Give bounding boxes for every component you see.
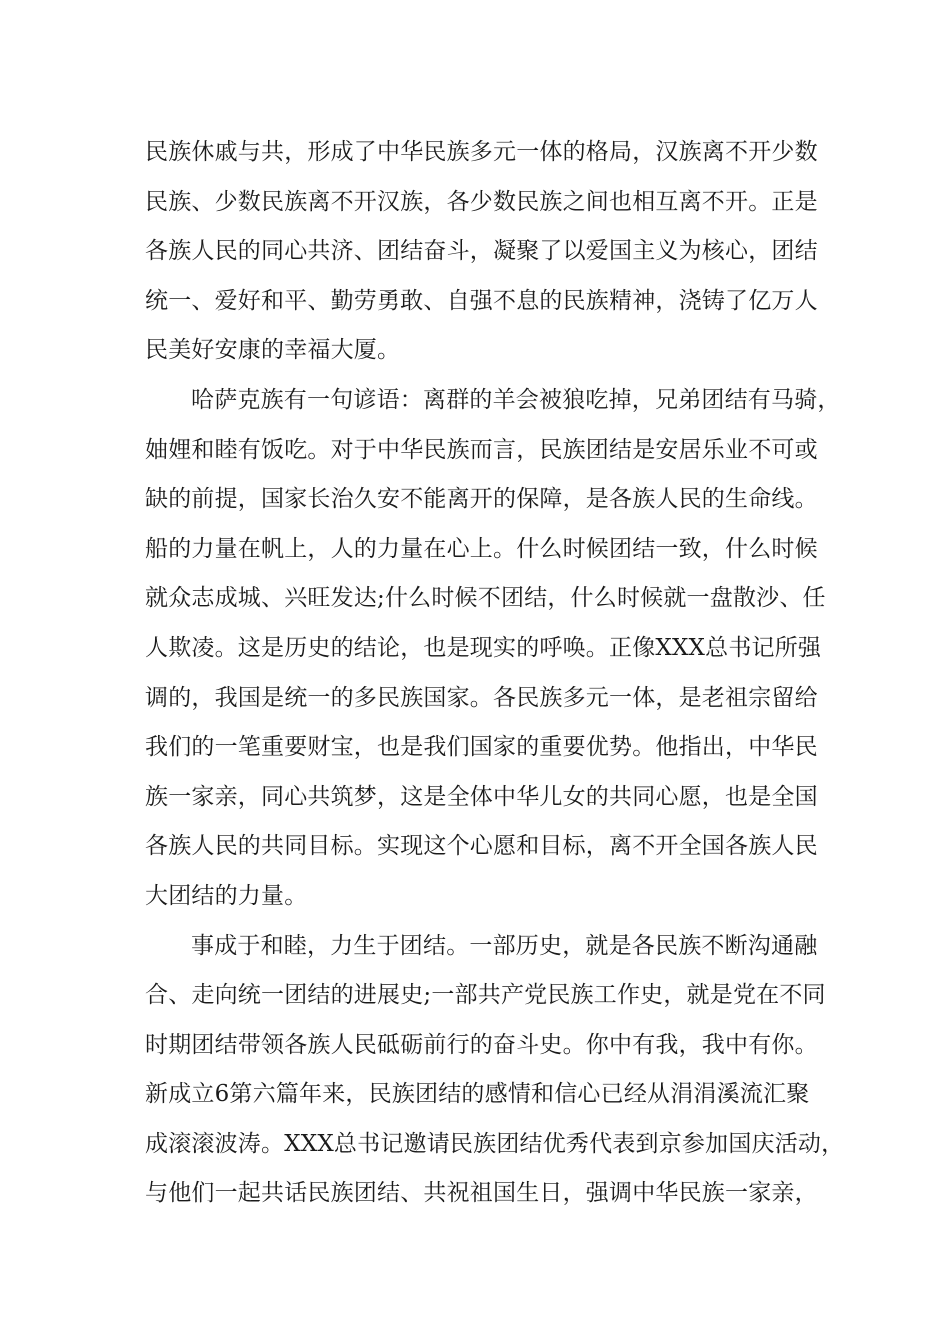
text-line: 妯娌和睦有饭吃。对于中华民族而言，民族团结是安居乐业不可或 xyxy=(145,436,818,463)
text-line: 各族人民的同心共济、团结奋斗，凝聚了以爱国主义为核心，团结 xyxy=(145,238,818,265)
text-line: 与他们一起共话民族团结、共祝祖国生日，强调中华民族一家亲， xyxy=(145,1180,818,1207)
text-line: 船的力量在帆上，人的力量在心上。什么时候团结一致，什么时候 xyxy=(145,535,818,562)
text-line: 各族人民的共同目标。实现这个心愿和目标，离不开全国各族人民 xyxy=(145,833,818,860)
text-line: 合、走向统一团结的进展史;一部共产党民族工作史，就是党在不同 xyxy=(145,982,826,1009)
text-line: 人欺凌。这是历史的结论，也是现实的呼唤。正像XXX总书记所强 xyxy=(145,634,822,661)
text-line: 民族休戚与共，形成了中华民族多元一体的格局，汉族离不开少数 xyxy=(145,139,818,165)
text-line: 民美好安康的幸福大厦。 xyxy=(145,337,401,364)
text-line: 我们的一笔重要财宝，也是我们国家的重要优势。他指出，中华民 xyxy=(145,734,818,761)
text-line: 成滚滚波涛。XXX总书记邀请民族团结优秀代表到京参加国庆活动， xyxy=(145,1130,845,1157)
body-text xyxy=(145,128,845,1219)
text-line: 调的，我国是统一的多民族国家。各民族多元一体，是老祖宗留给 xyxy=(145,684,818,711)
text-line: 事成于和睦，力生于团结。一部历史，就是各民族不断沟通融 xyxy=(191,932,818,959)
text-line: 就众志成城、兴旺发达;什么时候不团结，什么时候就一盘散沙、任 xyxy=(145,585,826,612)
text-line: 缺的前提，国家长治久安不能离开的保障，是各族人民的生命线。 xyxy=(145,486,818,513)
text-line: 民族、少数民族离不开汉族，各少数民族之间也相互离不开。正是 xyxy=(145,188,818,215)
text-line: 族一家亲，同心共筑梦，这是全体中华儿女的共同心愿，也是全国 xyxy=(145,783,818,810)
text-line: 哈萨克族有一句谚语：离群的羊会被狼吃掉，兄弟团结有马骑， xyxy=(191,386,841,413)
text-line: 统一、爱好和平、勤劳勇敢、自强不息的民族精神，浇铸了亿万人 xyxy=(145,287,818,314)
text-line: 新成立6第六篇年来，民族团结的感情和信心已经从涓涓溪流汇聚 xyxy=(145,1081,810,1108)
text-line: 时期团结带领各族人民砥砺前行的奋斗史。你中有我，我中有你。 xyxy=(145,1031,818,1058)
text-line: 大团结的力量。 xyxy=(145,882,308,909)
